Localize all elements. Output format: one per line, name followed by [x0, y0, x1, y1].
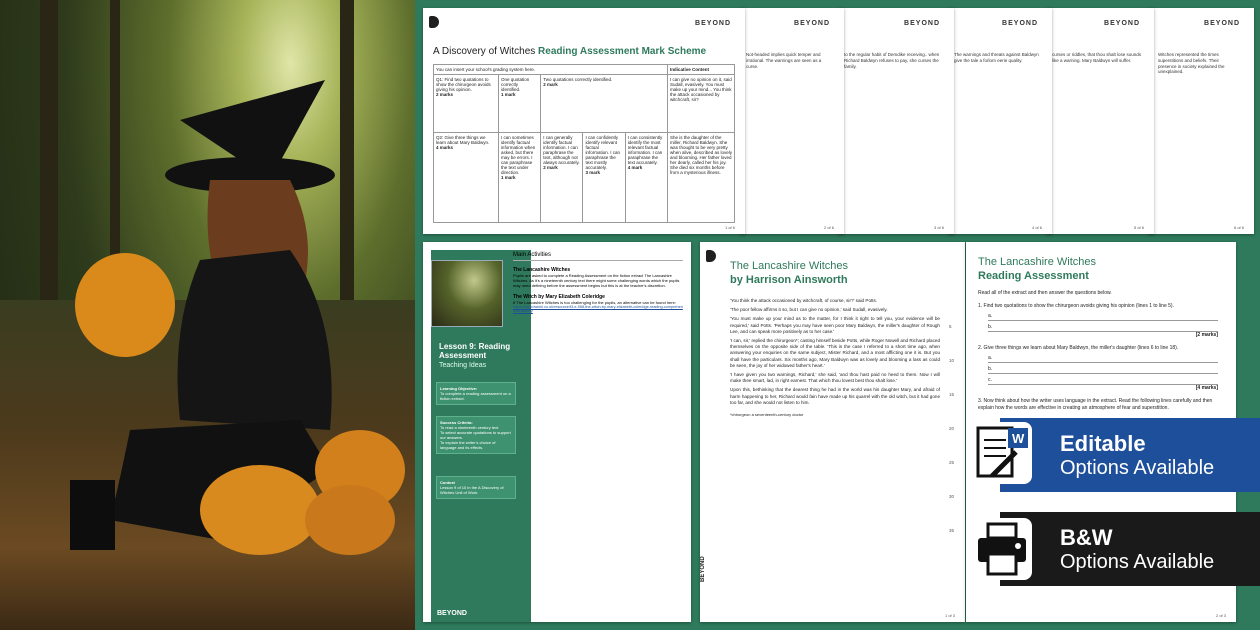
editable-document-icon	[972, 422, 1032, 484]
marks: 3 mark	[585, 170, 600, 175]
page-number: 6 of 6	[1233, 225, 1244, 230]
brand-logo: BEYOND	[794, 20, 830, 27]
activity-title: The Witch by Mary Elizabeth Coleridge	[513, 294, 605, 300]
box-text: To select accurate quotations to support our answers.	[440, 430, 511, 440]
line-number: 10	[949, 358, 955, 363]
story-paragraph: Upon this, bethinking that the dearest thing he had in the world was his daughter Mary, and afraid of harm happening to her, Richard would fain have made up his quarrel with the old witch, but it had gone too far, and she would not listen to him.	[730, 387, 940, 405]
title-plain: A Discovery of Witches	[433, 46, 536, 57]
beyond-logo-icon	[706, 250, 716, 262]
pumpkin-icon	[305, 485, 395, 555]
story-paragraph: 'The poor fellow affirms it so, but I can give no opinion,' said Sudall, evasively.	[730, 307, 888, 313]
learning-objective-box	[436, 382, 516, 405]
table-cell: I can sometimes identify factual information when asked, but there may be errors. I can paraphrase the text under direction.	[500, 135, 536, 175]
assessment-title: The Lancashire Witches	[978, 256, 1096, 268]
activity-title: The Lancashire Witches	[513, 267, 571, 273]
story-paragraph: 'I can, sir,' replied the chirurgeon*; casting himself beside Potts, while Roger Nowell and Richard placed themselves on the opposite side of the table. 'This is the case I referred to a short time ago, when answering your enquiries on the same subject, Mister Richard, and a most afflicting one it is. But you shall have the particulars. Six months ago, Mary Baldwyn was as lovely and blooming a lass as could be seen, the joy of her widowed father's heart.'	[730, 338, 940, 368]
box-text: Lesson 9 of 10 in the A Discovery of Witches Unit of Work.	[440, 485, 504, 495]
activities-heading: Main Activities	[513, 252, 683, 261]
table-cell: I can give no opinion on it, said Sudall, evasively. You must make up your mind... You think the attack occasioned by witchcraft, sir?	[667, 75, 734, 133]
page-number: 3 of 6	[933, 225, 944, 230]
story-title: The Lancashire Witches	[730, 260, 848, 272]
answer-line[interactable]: b.	[988, 324, 1218, 332]
svg-text:W: W	[1012, 431, 1025, 446]
mark-scheme-page-6: BEYOND Witches represented the times superstitions and beliefs. Their presence in society explained the unexplained. 6 of 6	[1148, 8, 1254, 234]
marks: 2 mark	[543, 82, 558, 87]
box-heading: Learning Objective:	[440, 386, 478, 391]
line-number: 35	[949, 528, 955, 533]
mark-scheme-table	[433, 64, 735, 223]
box-text: To read a nineteenth century text.	[440, 425, 500, 430]
marks: 1 mark	[500, 92, 516, 97]
page-number: 5 of 6	[1133, 225, 1144, 230]
marks: 2 mark	[543, 165, 558, 170]
table-cell: You can insert your school's grading system here.	[434, 65, 668, 75]
printer-icon	[972, 518, 1032, 580]
pumpkin-icon	[200, 465, 320, 555]
story-paragraph: 'You think the attack occasioned by witchcraft, of course, sir?' said Potts.	[730, 298, 878, 303]
activity-text: Pupils are asked to complete a Reading Assessment on the fiction extract The Lancashire Witches. As it's a nineteenth century text there might some challenging words which the pupils may need defining before the assessment begins but this is at the teacher's discretion.	[513, 273, 680, 288]
answer-line[interactable]: b.	[988, 366, 1218, 374]
brand-logo: BEYOND	[904, 20, 940, 27]
table-cell: Two quotations correctly identified.	[543, 77, 613, 82]
badge-subtitle: Options Available	[1060, 456, 1215, 479]
box-text: To explain the writer's choice of language and its effects.	[440, 440, 496, 450]
table-cell: I can confidently identify relevant factual information. I can paraphrase the text mostly accurately.	[585, 135, 620, 170]
brand-logo: BEYOND	[437, 610, 467, 617]
editable-badge	[1000, 418, 1260, 492]
lesson-title: Lesson 9: Reading Assessment	[439, 342, 511, 360]
page-number: 1 of 6	[724, 225, 735, 230]
line-numbers	[949, 324, 954, 562]
line-number: 30	[949, 494, 955, 499]
table-cell: One quotation correctly identified.	[500, 77, 530, 92]
line-number: 25	[949, 460, 955, 465]
line-number: 15	[949, 392, 955, 397]
page-number: 2 of 6	[823, 225, 834, 230]
witch-illustration	[0, 0, 415, 630]
success-criteria-box	[436, 416, 516, 454]
bw-badge	[1000, 512, 1260, 586]
box-heading: Context	[440, 480, 455, 485]
question-2: 2. Give three things we learn about Mary Baldwyn, the miller's daughter (lines 6 to line 18).	[978, 345, 1179, 351]
brand-logo: BEYOND	[1204, 20, 1240, 27]
brand-logo: BEYOND	[1104, 20, 1140, 27]
line-number: 5	[949, 324, 952, 329]
question-3: 3. Now think about how the writer uses language in the extract. Read the following lines carefully and then explain how the words are effective in creating an atmosphere of fear and superstition.	[978, 398, 1213, 411]
marks: 4 marks	[436, 145, 454, 150]
marks: [4 marks]	[1195, 385, 1218, 391]
mark-scheme-page-1	[423, 8, 745, 234]
table-cell: I can generally identify factual information. I can paraphrase the text, although not always accurately.	[543, 135, 580, 165]
mark-scheme-page-2: BEYOND Not-headed implies quick temper and irrational. The warnings are seen as a curse. 2 of 6	[740, 8, 844, 234]
table-cell: She is the daughter of the miller, Richard Baldwyn. She was thought to be very pretty when alive, described as lovely and blooming. Her father loved her dearly, called her his joy. She died six months before from a mysterious illness.	[667, 133, 734, 223]
resource-link[interactable]: https://www.twinkl.co.uk/resource/t3-e-958-the-witch-by-mary-elizabeth-coleridge-reading-comprehension-activity	[513, 305, 683, 313]
marks: [2 marks]	[1195, 332, 1218, 338]
question-2: Q2: Give three things we learn about Mary Baldwyn.	[436, 135, 490, 145]
marks: 1 mark	[500, 175, 516, 180]
story-paragraph: 'You must make up your mind as to the matter, for I think it right to tell you, your evidence will be required,' said Potts. 'Perhaps you may have seen poor Mary Baldwyn, the miller's daughter of Rough Lee, and can speak more positively as to her case.'	[730, 316, 940, 334]
title-bold: Reading Assessment Mark Scheme	[538, 46, 707, 57]
badge-title: Editable	[1060, 430, 1146, 456]
activity-text: If The Lancashire Witches is too challenging for the pupils, an alternative can be found here:	[513, 300, 676, 305]
beyond-logo-icon	[429, 16, 439, 28]
footnote: *chirurgeon a seventeenth-century doctor	[730, 412, 804, 418]
bw-bar	[1000, 512, 1260, 586]
question-1: 1. Find two quotations to show the chirurgeon avoids giving his opinion (lines 1 to line 5).	[978, 303, 1174, 309]
answer-line[interactable]: c.	[988, 377, 1218, 385]
page-number: 2 of 3	[1215, 613, 1226, 618]
badge-subtitle: Options Available	[1060, 550, 1215, 573]
mark-scheme-page-3: BEYOND to the regular habit of Demdike receiving.. when Richard Baldwyn refuses to pay, she curses the family. 3 of 6	[838, 8, 954, 234]
main-activities	[513, 252, 683, 622]
badge-title: B&W	[1060, 524, 1113, 550]
context-box	[436, 476, 516, 499]
brand-logo: BEYOND	[700, 556, 706, 582]
brand-logo: BEYOND	[695, 20, 731, 27]
hero-photo-witch	[0, 0, 415, 630]
story-paragraph: 'I have given you two warnings, Richard,' she said, 'and thou hast paid no heed to them. Now I will make thee smart, lad, in right earnest. That which thou lovest best thou shalt lose.'	[730, 372, 940, 384]
instruction-text: Read all of the extract and then answer the questions below.	[978, 290, 1112, 296]
page-number: 1 of 3	[944, 613, 955, 618]
marks: 2 marks	[436, 92, 454, 97]
line-number: 20	[949, 426, 955, 431]
editable-bar	[1000, 418, 1260, 492]
pumpkin-icon	[75, 253, 175, 357]
table-header: Indicative Content	[667, 65, 734, 75]
assessment-subtitle: Reading Assessment	[978, 270, 1089, 282]
story-body	[730, 298, 940, 418]
page-number: 4 of 6	[1031, 225, 1042, 230]
answer-line[interactable]: a.	[988, 355, 1218, 363]
marks: 4 mark	[627, 165, 643, 170]
story-author: by Harrison Ainsworth	[730, 274, 848, 286]
story-page	[700, 242, 965, 622]
lesson-plan-page	[423, 242, 691, 622]
question-1: Q1: Find two quotations to show the chirurgeon avoids giving his opinion.	[436, 77, 491, 92]
mark-scheme-page-4: BEYOND The warnings and threats against Baldwyn give the tale a forlorn eerie quality. 4 of 6	[948, 8, 1052, 234]
lesson-thumbnail	[431, 260, 503, 327]
mark-scheme-page-5: BEYOND curses or riddles, that thou shalt lose sounds like a warning. Mary Baldwyn will suffer. 5 of 6	[1046, 8, 1154, 234]
answer-line[interactable]: a.	[988, 313, 1218, 321]
box-text: To complete a reading assessment on a fiction extract.	[440, 391, 511, 401]
brand-logo: BEYOND	[1002, 20, 1038, 27]
box-heading: Success Criteria:	[440, 420, 473, 425]
lesson-subtitle: Teaching Ideas	[439, 362, 487, 369]
mark-scheme-title	[433, 46, 706, 57]
table-cell: I can consistently identify the most relevant factual information. I can paraphrase the text accurately.	[627, 135, 663, 165]
